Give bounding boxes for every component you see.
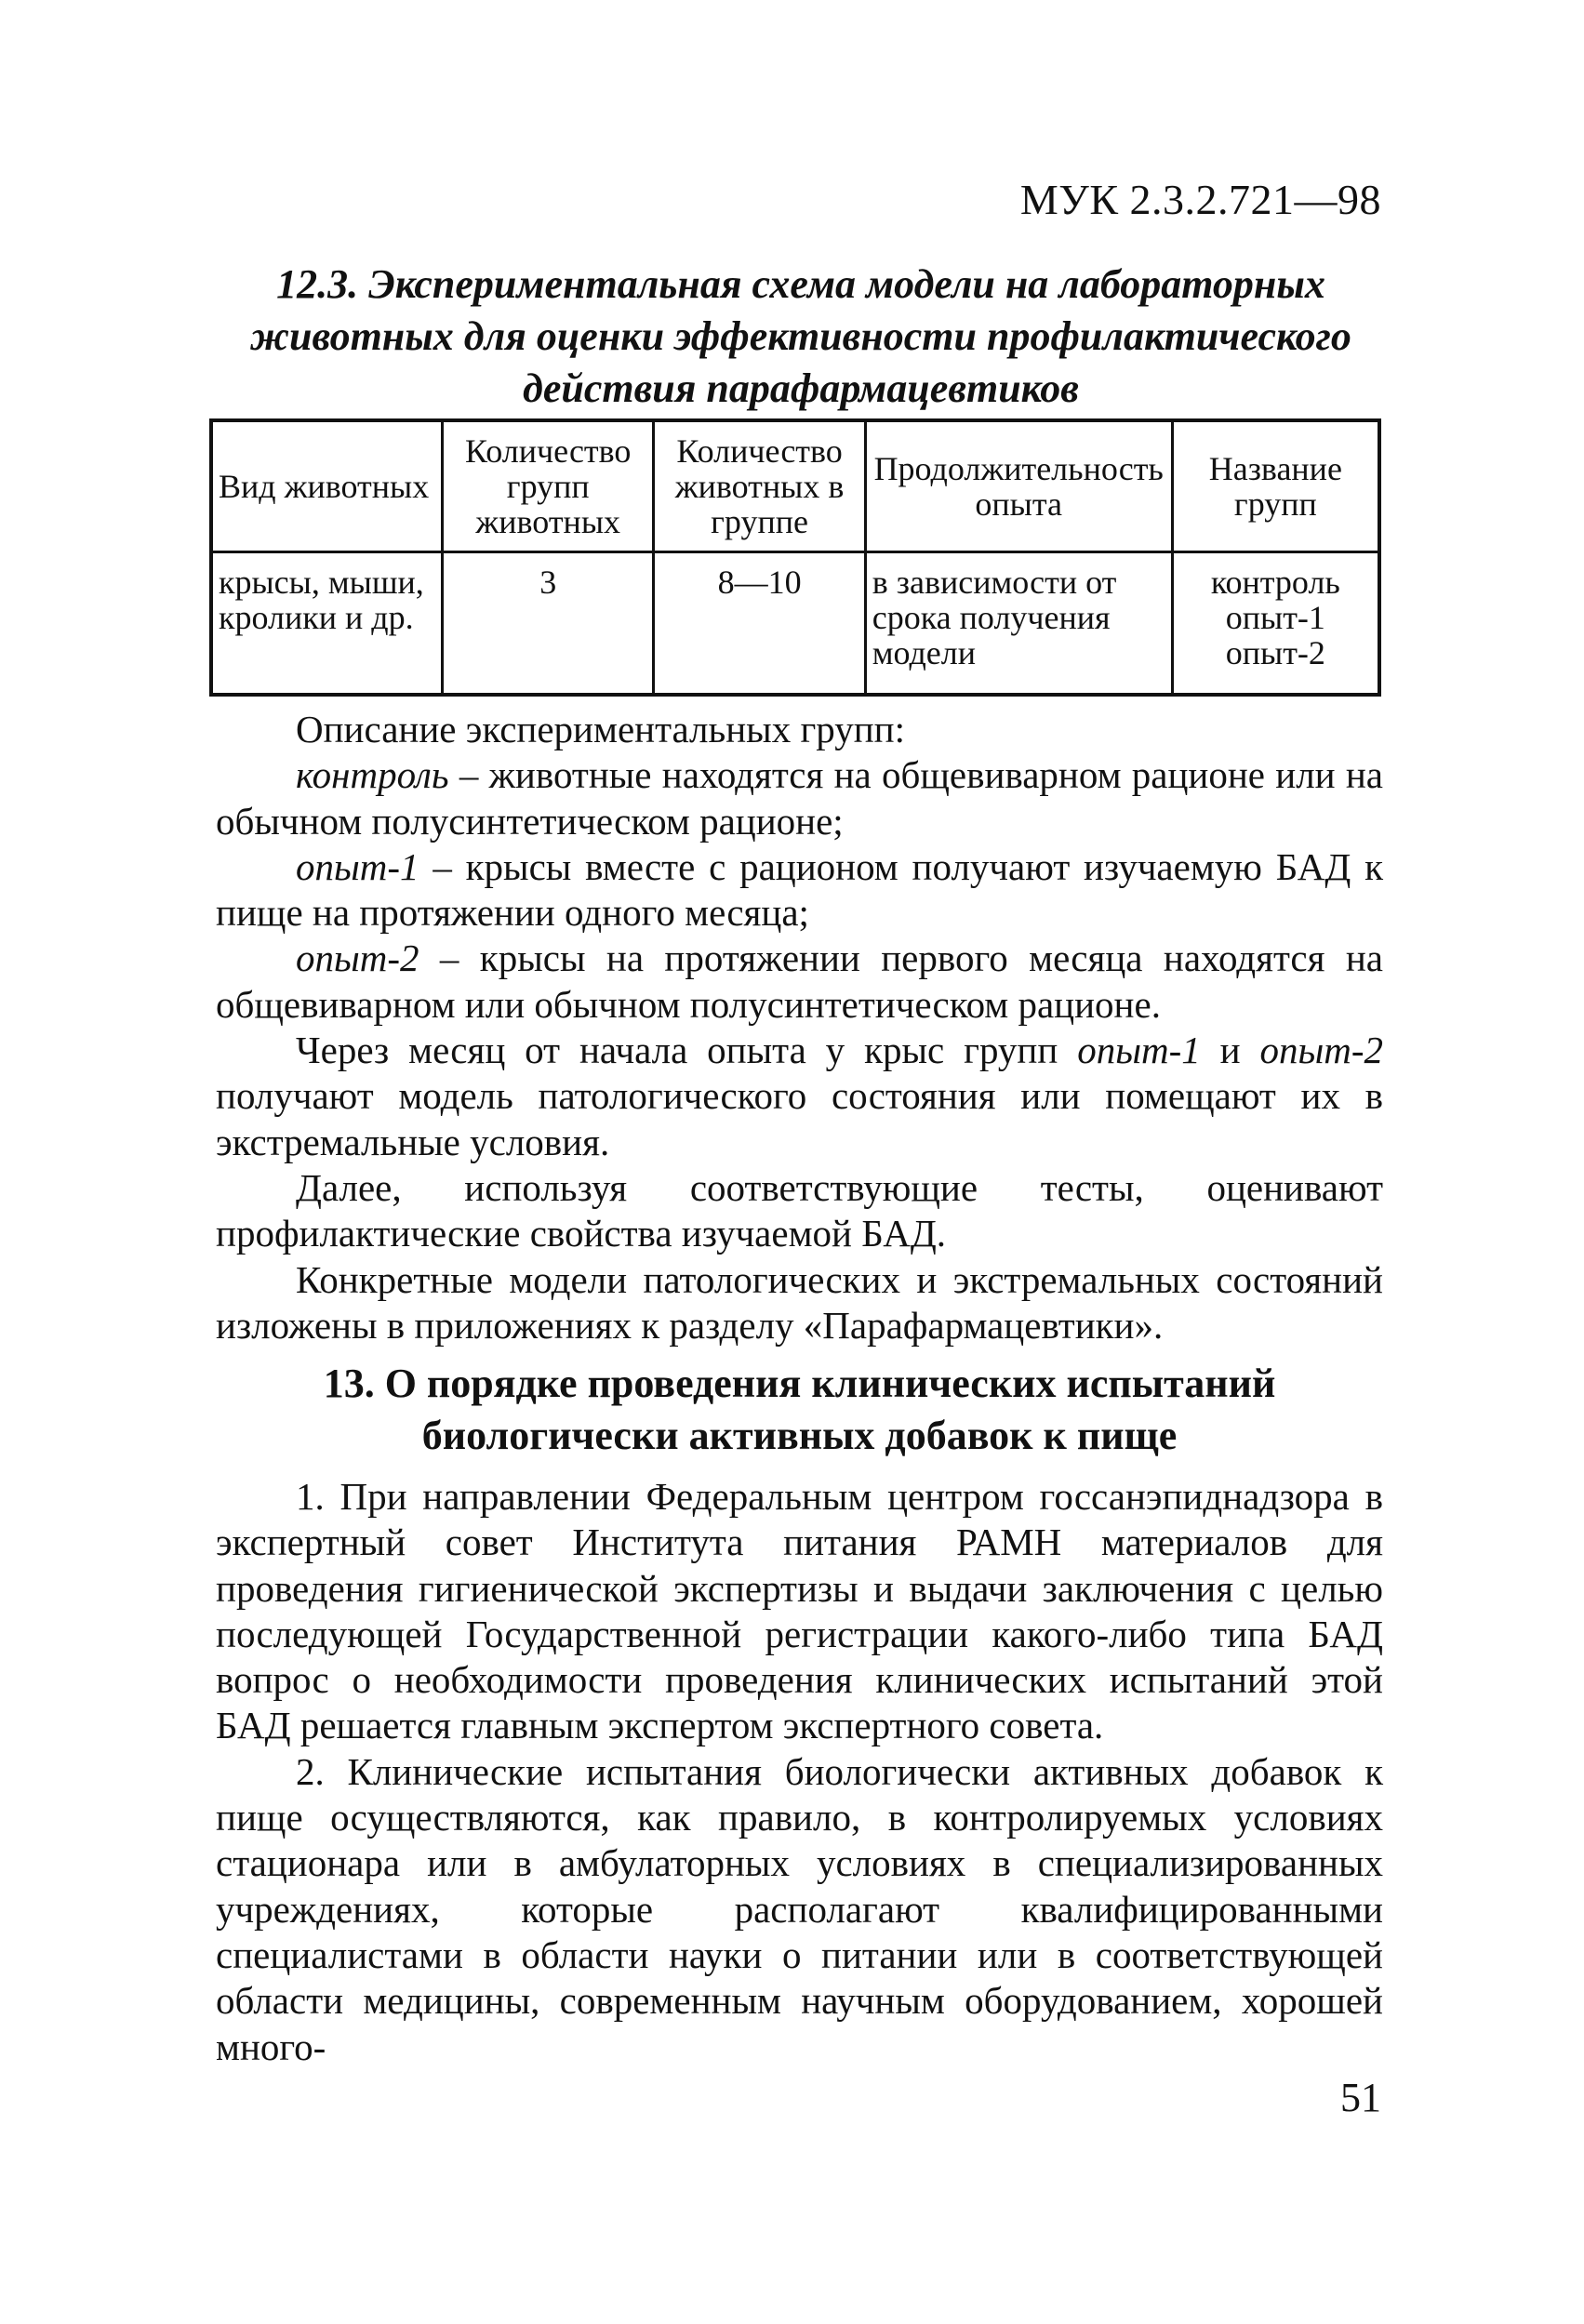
experiment-scheme-table bbox=[209, 418, 1381, 697]
description-intro: Описание экспериментальных групп: bbox=[296, 708, 905, 750]
cell-animals-per-group: 8—10 bbox=[654, 552, 865, 696]
description-item bbox=[216, 936, 1383, 1028]
group-term: опыт-2 bbox=[296, 936, 419, 980]
table-row bbox=[211, 552, 1379, 696]
paragraph-text: Через месяц от начала опыта у крыс групп bbox=[296, 1029, 1078, 1072]
description-item bbox=[216, 844, 1383, 936]
subsection-title bbox=[220, 259, 1382, 415]
group-text: – животные находятся на общевиварном рационе или на обычном полусинтетическом рационе; bbox=[216, 753, 1383, 843]
subsection-title-line: животных для оценки эффективности профилактического bbox=[250, 313, 1351, 359]
section-title-line: 13. О порядке проведения клинических испытаний bbox=[323, 1361, 1276, 1406]
cell-line: опыт-1 bbox=[1225, 599, 1325, 636]
section-body bbox=[216, 1474, 1383, 2070]
subsection-title-line: действия парафармацевтиков bbox=[523, 365, 1079, 411]
cell-line: опыт-2 bbox=[1225, 634, 1325, 671]
cell-line: крысы, мыши, bbox=[219, 564, 424, 601]
column-header-animals-per-group: Количество животных в группе bbox=[654, 420, 865, 552]
paragraph-text: получают модель патологического состояния или помещают их в экстремальные условия. bbox=[216, 1074, 1383, 1163]
paragraph: 2. Клинические испытания биологически активных добавок к пище осуществляются, как правило, в контролируемых условиях стационара или в амбулаторных условиях в специализированных учреждениях, которые располагают квалифицированными специалистами в области науки о питании или в соответствующей области медицины, современным научным оборудованием, хорошей много- bbox=[216, 1749, 1383, 2068]
group-text: – крысы вместе с рационом получают изучаемую БАД к пище на протяжении одного месяца; bbox=[216, 844, 1383, 935]
column-header-group-names: Название групп bbox=[1172, 420, 1379, 552]
group-term: опыт-2 bbox=[1259, 1029, 1383, 1072]
section-title bbox=[216, 1358, 1383, 1462]
page-number: 51 bbox=[1340, 2075, 1381, 2120]
cell-line: кролики и др. bbox=[219, 599, 414, 636]
group-text: – крысы на протяжении первого месяца находятся на общевиварном или обычном полусинтетическом рационе. bbox=[216, 936, 1383, 1026]
groups-description bbox=[216, 707, 1383, 1348]
cell-line: модели bbox=[872, 634, 977, 671]
cell-line: контроль bbox=[1210, 564, 1340, 601]
group-term: опыт-1 bbox=[1077, 1029, 1201, 1072]
column-header-groups-count: Количество групп животных bbox=[443, 420, 654, 552]
section-title-line: биологически активных добавок к пище bbox=[421, 1413, 1178, 1458]
column-header-animals: Вид животных bbox=[211, 420, 443, 552]
column-header-duration: Продолжительность опыта bbox=[865, 420, 1172, 552]
paragraph: Конкретные модели патологических и экстремальных состояний изложены в приложениях к разделу «Парафармацевтики». bbox=[216, 1257, 1383, 1347]
paragraph-text: и bbox=[1200, 1029, 1260, 1072]
paragraph: 1. При направлении Федеральным центром госсанэпиднадзора в экспертный совет Института питания РАМН материалов для проведения гигиенической экспертизы и выдачи заключения с целью последующей Государственной регистрации какого-либо типа БАД вопрос о необходимости проведения клинических испытаний этой БАД решается главным экспертом экспертного совета. bbox=[216, 1475, 1383, 1747]
subsection-title-line: 12.3. Экспериментальная схема модели на лабораторных bbox=[276, 261, 1325, 307]
cell-groups-count: 3 bbox=[443, 552, 654, 696]
group-term: опыт-1 bbox=[296, 844, 419, 888]
paragraph: Далее, используя соответствующие тесты, оценивают профилактические свойства изучаемой БАД. bbox=[216, 1165, 1383, 1255]
cell-line: срока получения bbox=[872, 599, 1111, 636]
paragraph bbox=[216, 1028, 1383, 1165]
cell-animals bbox=[211, 552, 443, 696]
group-term: контроль bbox=[296, 753, 449, 797]
running-head: МУК 2.3.2.721—98 bbox=[1019, 176, 1381, 223]
description-item bbox=[216, 752, 1383, 844]
cell-line: в зависимости от bbox=[872, 564, 1117, 601]
table-header-row bbox=[211, 420, 1379, 552]
cell-group-names bbox=[1172, 552, 1379, 696]
cell-duration bbox=[865, 552, 1172, 696]
